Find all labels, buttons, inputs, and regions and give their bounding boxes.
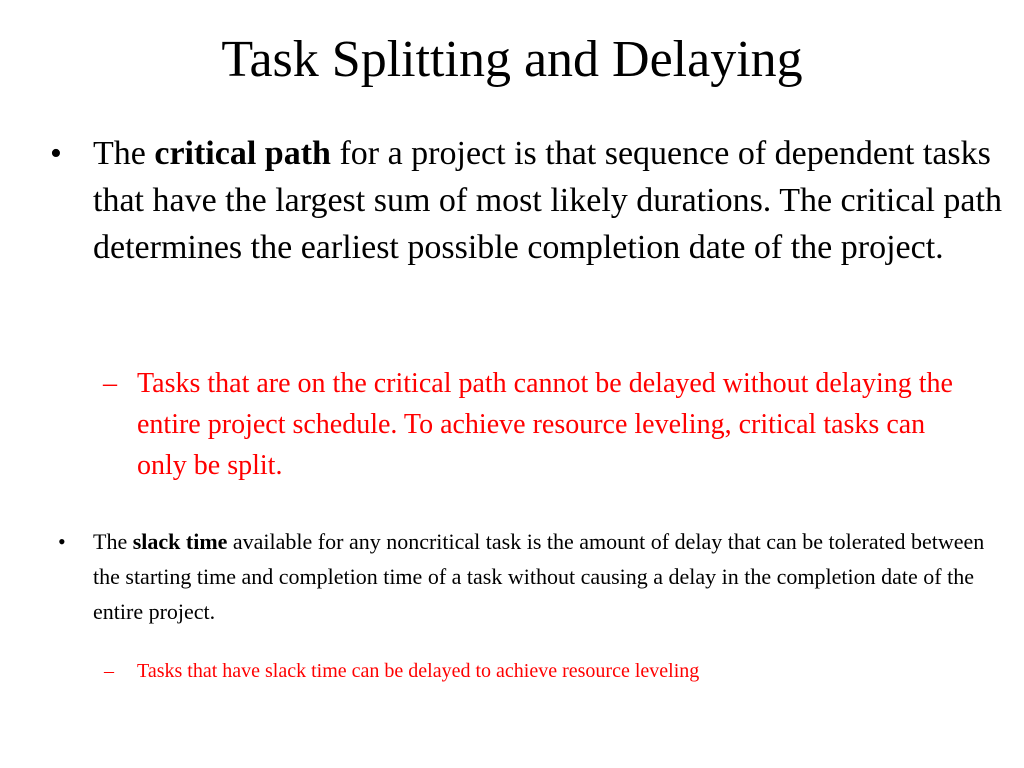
sub-bullet-slack-tasks	[104, 656, 977, 686]
sub-bullet-text: Tasks that are on the critical path cannot be delayed without delaying the entire project schedule. To achieve resource leveling, critical tasks can only be split.	[137, 368, 953, 481]
bullet-bold-term: slack time	[132, 529, 228, 554]
bullet-marker: •	[50, 135, 62, 172]
bullet-slack-time	[58, 524, 993, 629]
bullet-critical-path	[50, 130, 1003, 271]
bullet-text-prefix: The	[93, 529, 133, 554]
slide-title: Task Splitting and Delaying	[221, 31, 803, 88]
bullet-marker: •	[58, 529, 66, 554]
bullet-text-body: for a project is that sequence of dependent tasks that have the largest sum of most likely durations. The critical path determines the earliest possible completion date of the project.	[93, 135, 1002, 266]
bullet-bold-term: critical path	[154, 135, 331, 172]
sub-bullet-marker: –	[104, 660, 114, 682]
sub-bullet-marker: –	[103, 368, 117, 399]
sub-bullet-text: Tasks that have slack time can be delayed to achieve resource leveling	[137, 660, 700, 682]
bullet-text-body: available for any noncritical task is the amount of delay that can be tolerated between the starting time and completion time of a task without causing a delay in the completion date of the entire project.	[93, 529, 985, 624]
bullet-text-prefix: The	[93, 135, 155, 172]
sub-bullet-critical-tasks	[103, 363, 977, 486]
